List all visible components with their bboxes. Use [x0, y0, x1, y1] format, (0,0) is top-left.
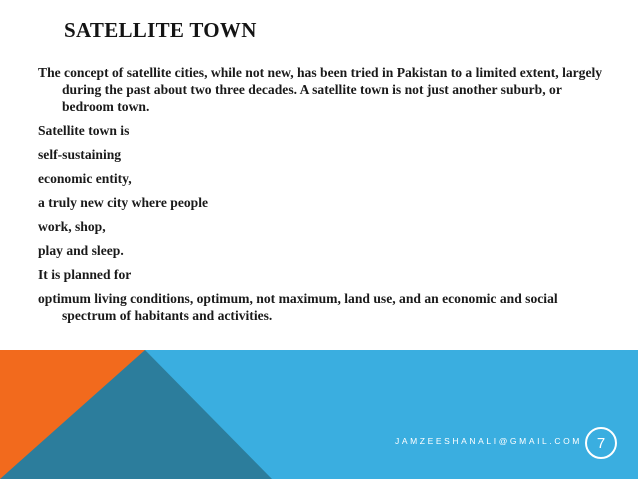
bullet-item: play and sleep. [38, 243, 124, 258]
page-number-badge [585, 427, 617, 459]
footer-email: JAMZEESHANALI@GMAIL.COM [395, 436, 582, 446]
bullet-item: optimum living conditions, optimum, not maximum, land use, and an economic and social spectrum of habitants and activities. [38, 291, 558, 323]
bullet-item: It is planned for [38, 267, 132, 282]
bullet-item: a truly new city where people [38, 195, 209, 210]
bullet-item: The concept of satellite cities, while not new, has been tried in Pakistan to a limited extent, largely during the past about two three decades. A satellite town is not just another suburb, or bedroom town. [38, 65, 603, 114]
page-number: 7 [596, 434, 606, 452]
slide-title: SATELLITE TOWN [64, 18, 257, 42]
bullet-item: economic entity, [38, 171, 132, 186]
bullet-item: self-sustaining [38, 147, 122, 162]
footer-band [0, 350, 638, 479]
bullet-list [38, 64, 608, 331]
bullet-item: work, shop, [38, 219, 106, 234]
footer-decoration [0, 350, 638, 479]
bullet-item: Satellite town is [38, 123, 130, 138]
